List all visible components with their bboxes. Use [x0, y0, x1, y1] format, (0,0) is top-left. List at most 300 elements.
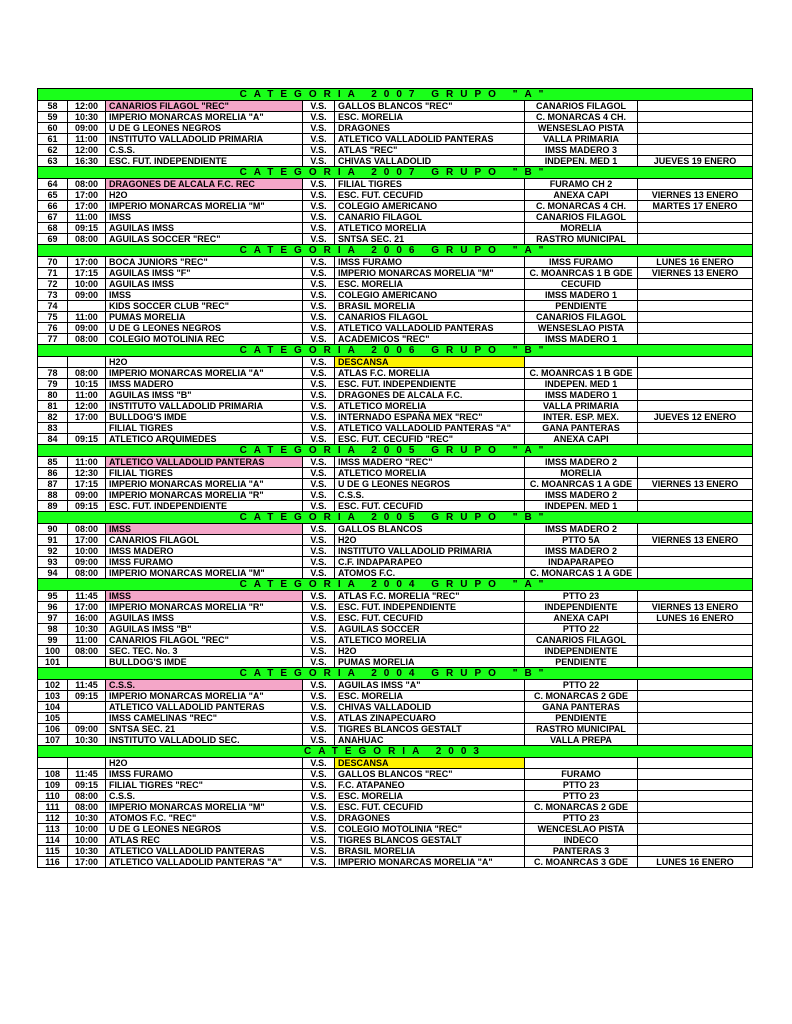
- venue: GANA PANTERAS: [525, 702, 638, 713]
- home-team: IMPERIO MONARCAS MORELIA "R": [106, 602, 303, 613]
- match-row: [38, 535, 753, 546]
- match-time: 10:00: [68, 546, 106, 557]
- away-team: DESCANSA: [335, 357, 525, 368]
- match-row: [38, 780, 753, 791]
- match-date: LUNES 16 ENERO: [638, 257, 753, 268]
- home-team: ATLETICO ARQUIMEDES: [106, 434, 303, 445]
- venue: IMSS MADERO 2: [525, 546, 638, 557]
- versus-label: V.S.: [303, 301, 335, 312]
- match-time: 09:15: [68, 223, 106, 234]
- match-time: 11:45: [68, 680, 106, 691]
- match-date: VIERNES 13 ENERO: [638, 479, 753, 490]
- match-number: 60: [38, 123, 68, 134]
- match-row: [38, 802, 753, 813]
- away-team: DESCANSA: [335, 758, 525, 769]
- match-row: [38, 758, 753, 769]
- home-team: IMPERIO MONARCAS MORELIA "A": [106, 368, 303, 379]
- match-number: 102: [38, 680, 68, 691]
- match-time: 17:00: [68, 257, 106, 268]
- versus-label: V.S.: [303, 680, 335, 691]
- match-row: [38, 824, 753, 835]
- match-number: 62: [38, 145, 68, 156]
- home-team: H2O: [106, 190, 303, 201]
- match-row: [38, 646, 753, 657]
- away-team: ESC. FUT. INDEPENDIENTE: [335, 602, 525, 613]
- venue: C. MOANRCAS 1 B GDE: [525, 368, 638, 379]
- match-row: [38, 390, 753, 401]
- versus-label: V.S.: [303, 379, 335, 390]
- match-time: 17:15: [68, 268, 106, 279]
- versus-label: V.S.: [303, 657, 335, 668]
- match-number: 89: [38, 501, 68, 512]
- away-team: IMSS MADERO "REC": [335, 457, 525, 468]
- match-number: 80: [38, 390, 68, 401]
- match-row: [38, 791, 753, 802]
- venue: PENDIENTE: [525, 301, 638, 312]
- match-row: [38, 524, 753, 535]
- match-date: [638, 735, 753, 746]
- category-title: CATEGORIA 2006 GRUPO "B": [38, 345, 753, 357]
- venue: INDEPEN. MED 1: [525, 379, 638, 390]
- venue: FURAMO: [525, 769, 638, 780]
- match-date: JUEVES 19 ENERO: [638, 156, 753, 167]
- match-row: [38, 312, 753, 323]
- venue: [525, 357, 638, 368]
- home-team: FILIAL TIGRES: [106, 468, 303, 479]
- away-team: ESC. MORELIA: [335, 112, 525, 123]
- home-team: IMPERIO MONARCAS MORELIA "M": [106, 802, 303, 813]
- match-time: 17:00: [68, 201, 106, 212]
- away-team: INSTITUTO VALLADOLID PRIMARIA: [335, 546, 525, 557]
- match-time: 09:15: [68, 780, 106, 791]
- venue: C. MONARCAS 2 GDE: [525, 691, 638, 702]
- match-number: 58: [38, 101, 68, 112]
- home-team: SEC. TEC. No. 3: [106, 646, 303, 657]
- away-team: C.S.S.: [335, 490, 525, 501]
- away-team: INTERNADO ESPAÑA MEX "REC": [335, 412, 525, 423]
- versus-label: V.S.: [303, 791, 335, 802]
- away-team: GALLOS BLANCOS: [335, 524, 525, 535]
- match-date: [638, 680, 753, 691]
- away-team: ATLETICO VALLADOLID PANTERAS "A": [335, 423, 525, 434]
- match-row: [38, 724, 753, 735]
- away-team: TIGRES BLANCOS GESTALT: [335, 724, 525, 735]
- home-team: AGUILAS IMSS: [106, 613, 303, 624]
- versus-label: V.S.: [303, 212, 335, 223]
- match-date: [638, 323, 753, 334]
- match-date: [638, 334, 753, 345]
- away-team: CANARIO FILAGOL: [335, 212, 525, 223]
- home-team: IMPERIO MONARCAS MORELIA "A": [106, 691, 303, 702]
- home-team: DRAGONES DE ALCALA F.C. REC: [106, 179, 303, 190]
- venue: CANARIOS FILAGOL: [525, 101, 638, 112]
- away-team: AGUILAS IMSS "A": [335, 680, 525, 691]
- versus-label: V.S.: [303, 546, 335, 557]
- match-date: VIERNES 13 ENERO: [638, 535, 753, 546]
- home-team: IMSS MADERO: [106, 546, 303, 557]
- home-team: ATLETICO VALLADOLID PANTERAS: [106, 457, 303, 468]
- category-title: CATEGORIA 2005 GRUPO "B": [38, 512, 753, 524]
- versus-label: V.S.: [303, 635, 335, 646]
- versus-label: V.S.: [303, 535, 335, 546]
- match-row: [38, 334, 753, 345]
- home-team: ATLAS REC: [106, 835, 303, 846]
- category-header: [38, 245, 753, 257]
- match-row: [38, 457, 753, 468]
- away-team: ATOMOS F.C.: [335, 568, 525, 579]
- away-team: ATLAS F.C. MORELIA: [335, 368, 525, 379]
- category-header: [38, 512, 753, 524]
- match-time: 08:00: [68, 791, 106, 802]
- away-team: ATLETICO VALLADOLID PANTERAS: [335, 323, 525, 334]
- venue: VALLA PRIMARIA: [525, 401, 638, 412]
- home-team: C.S.S.: [106, 791, 303, 802]
- match-number: 110: [38, 791, 68, 802]
- match-number: [38, 758, 68, 769]
- match-date: [638, 279, 753, 290]
- match-number: 103: [38, 691, 68, 702]
- versus-label: V.S.: [303, 145, 335, 156]
- home-team: INSTITUTO VALLADOLID PRIMARIA: [106, 401, 303, 412]
- home-team: BULLDOG'S IMDE: [106, 657, 303, 668]
- away-team: CANARIOS FILAGOL: [335, 312, 525, 323]
- match-number: [38, 357, 68, 368]
- match-number: 109: [38, 780, 68, 791]
- match-row: [38, 101, 753, 112]
- match-time: 17:00: [68, 412, 106, 423]
- versus-label: V.S.: [303, 524, 335, 535]
- away-team: ATLAS "REC": [335, 145, 525, 156]
- match-date: [638, 769, 753, 780]
- venue: PTTO 23: [525, 813, 638, 824]
- match-number: 111: [38, 802, 68, 813]
- away-team: ANAHUAC: [335, 735, 525, 746]
- match-date: [638, 591, 753, 602]
- venue: C. MOANRCAS 3 GDE: [525, 857, 638, 868]
- match-date: [638, 568, 753, 579]
- match-number: 87: [38, 479, 68, 490]
- match-time: 08:00: [68, 234, 106, 245]
- home-team: IMSS FURAMO: [106, 769, 303, 780]
- versus-label: V.S.: [303, 691, 335, 702]
- versus-label: V.S.: [303, 702, 335, 713]
- home-team: BOCA JUNIORS "REC": [106, 257, 303, 268]
- away-team: ESC. MORELIA: [335, 279, 525, 290]
- match-row: [38, 468, 753, 479]
- versus-label: V.S.: [303, 624, 335, 635]
- away-team: H2O: [335, 646, 525, 657]
- match-number: 63: [38, 156, 68, 167]
- match-row: [38, 190, 753, 201]
- home-team: AGUILAS IMSS: [106, 223, 303, 234]
- match-number: 101: [38, 657, 68, 668]
- match-number: 59: [38, 112, 68, 123]
- versus-label: V.S.: [303, 758, 335, 769]
- match-time: 11:00: [68, 457, 106, 468]
- venue: WENSESLAO PISTA: [525, 123, 638, 134]
- match-date: [638, 758, 753, 769]
- match-date: MARTES 17 ENERO: [638, 201, 753, 212]
- match-number: 83: [38, 423, 68, 434]
- versus-label: V.S.: [303, 591, 335, 602]
- away-team: ATLAS F.C. MORELIA "REC": [335, 591, 525, 602]
- away-team: GALLOS BLANCOS "REC": [335, 769, 525, 780]
- match-row: [38, 234, 753, 245]
- category-header: [38, 345, 753, 357]
- match-time: [68, 758, 106, 769]
- away-team: ESC. FUT. INDEPENDIENTE: [335, 379, 525, 390]
- match-time: 09:00: [68, 123, 106, 134]
- match-time: 08:00: [68, 179, 106, 190]
- home-team: H2O: [106, 357, 303, 368]
- match-time: 12:00: [68, 145, 106, 156]
- schedule-sheet: [37, 88, 752, 868]
- home-team: IMPERIO MONARCAS MORELIA "A": [106, 479, 303, 490]
- away-team: GALLOS BLANCOS "REC": [335, 101, 525, 112]
- home-team: IMPERIO MONARCAS MORELIA "M": [106, 568, 303, 579]
- away-team: ATLAS ZINAPECUARO: [335, 713, 525, 724]
- home-team: AGUILAS IMSS "F": [106, 268, 303, 279]
- match-time: 10:30: [68, 735, 106, 746]
- match-number: 68: [38, 223, 68, 234]
- match-row: [38, 323, 753, 334]
- match-time: 09:15: [68, 501, 106, 512]
- match-row: [38, 112, 753, 123]
- venue: INDEPEN. MED 1: [525, 501, 638, 512]
- match-time: 11:00: [68, 312, 106, 323]
- away-team: IMSS FURAMO: [335, 257, 525, 268]
- home-team: H2O: [106, 758, 303, 769]
- match-row: [38, 290, 753, 301]
- away-team: CHIVAS VALLADOLID: [335, 702, 525, 713]
- match-time: 11:45: [68, 769, 106, 780]
- versus-label: V.S.: [303, 401, 335, 412]
- match-date: [638, 112, 753, 123]
- venue: CANARIOS FILAGOL: [525, 312, 638, 323]
- match-date: [638, 501, 753, 512]
- match-date: VIERNES 13 ENERO: [638, 602, 753, 613]
- match-number: 105: [38, 713, 68, 724]
- match-row: [38, 691, 753, 702]
- match-number: 104: [38, 702, 68, 713]
- match-date: [638, 624, 753, 635]
- match-time: 16:30: [68, 156, 106, 167]
- match-number: 98: [38, 624, 68, 635]
- match-number: 71: [38, 268, 68, 279]
- match-row: [38, 702, 753, 713]
- match-date: [638, 379, 753, 390]
- match-date: [638, 646, 753, 657]
- match-number: 69: [38, 234, 68, 245]
- away-team: ACADEMICOS "REC": [335, 334, 525, 345]
- match-row: [38, 279, 753, 290]
- match-date: [638, 145, 753, 156]
- match-time: [68, 301, 106, 312]
- home-team: IMPERIO MONARCAS MORELIA "A": [106, 112, 303, 123]
- match-date: [638, 846, 753, 857]
- match-date: [638, 468, 753, 479]
- match-date: VIERNES 13 ENERO: [638, 268, 753, 279]
- away-team: ESC. MORELIA: [335, 691, 525, 702]
- category-title: CATEGORIA 2006 GRUPO "A": [38, 245, 753, 257]
- match-date: [638, 312, 753, 323]
- match-date: [638, 179, 753, 190]
- match-date: [638, 290, 753, 301]
- away-team: SNTSA SEC. 21: [335, 234, 525, 245]
- away-team: CHIVAS VALLADOLID: [335, 156, 525, 167]
- match-date: [638, 101, 753, 112]
- match-date: [638, 301, 753, 312]
- versus-label: V.S.: [303, 490, 335, 501]
- versus-label: V.S.: [303, 290, 335, 301]
- home-team: AGUILAS SOCCER "REC": [106, 234, 303, 245]
- schedule-table: [37, 88, 753, 868]
- category-title: CATEGORIA 2005 GRUPO "A": [38, 445, 753, 457]
- match-date: [638, 457, 753, 468]
- match-number: 70: [38, 257, 68, 268]
- category-header: [38, 746, 753, 758]
- home-team: AGUILAS IMSS "B": [106, 624, 303, 635]
- match-row: [38, 501, 753, 512]
- match-number: 106: [38, 724, 68, 735]
- match-date: [638, 557, 753, 568]
- away-team: ESC. MORELIA: [335, 791, 525, 802]
- match-row: [38, 635, 753, 646]
- home-team: CANARIOS FILAGOL "REC": [106, 101, 303, 112]
- match-number: 65: [38, 190, 68, 201]
- away-team: PUMAS MORELIA: [335, 657, 525, 668]
- match-time: 12:00: [68, 101, 106, 112]
- match-time: 08:00: [68, 568, 106, 579]
- match-date: [638, 401, 753, 412]
- match-time: [68, 702, 106, 713]
- match-date: VIERNES 13 ENERO: [638, 190, 753, 201]
- versus-label: V.S.: [303, 134, 335, 145]
- match-date: [638, 357, 753, 368]
- match-number: 67: [38, 212, 68, 223]
- home-team: U DE G LEONES NEGROS: [106, 824, 303, 835]
- venue: IMSS MADERO 1: [525, 290, 638, 301]
- away-team: IMPERIO MONARCAS MORELIA "M": [335, 268, 525, 279]
- match-time: 16:00: [68, 613, 106, 624]
- home-team: INSTITUTO VALLADOLID SEC.: [106, 735, 303, 746]
- match-number: 86: [38, 468, 68, 479]
- home-team: IMSS MADERO: [106, 379, 303, 390]
- venue: INDEPENDIENTE: [525, 602, 638, 613]
- match-number: 73: [38, 290, 68, 301]
- versus-label: V.S.: [303, 457, 335, 468]
- versus-label: V.S.: [303, 112, 335, 123]
- match-number: 82: [38, 412, 68, 423]
- match-time: 08:00: [68, 802, 106, 813]
- category-title: CATEGORIA 2007 GRUPO "A": [38, 89, 753, 101]
- match-date: [638, 490, 753, 501]
- match-number: 94: [38, 568, 68, 579]
- venue: INDEPEN. MED 1: [525, 156, 638, 167]
- away-team: BRASIL MORELIA: [335, 301, 525, 312]
- venue: PTTO 23: [525, 780, 638, 791]
- venue: ANEXA CAPI: [525, 434, 638, 445]
- match-date: [638, 423, 753, 434]
- match-row: [38, 223, 753, 234]
- venue: INTER. ESP. MEX.: [525, 412, 638, 423]
- venue: CANARIOS FILAGOL: [525, 212, 638, 223]
- match-time: 09:15: [68, 691, 106, 702]
- match-time: 08:00: [68, 368, 106, 379]
- versus-label: V.S.: [303, 613, 335, 624]
- away-team: COLEGIO AMERICANO: [335, 201, 525, 212]
- match-date: [638, 212, 753, 223]
- home-team: ATLETICO VALLADOLID PANTERAS: [106, 702, 303, 713]
- home-team: IMPERIO MONARCAS MORELIA "M": [106, 201, 303, 212]
- venue: RASTRO MUNICIPAL: [525, 724, 638, 735]
- match-number: 64: [38, 179, 68, 190]
- versus-label: V.S.: [303, 223, 335, 234]
- venue: INDAPARAPEO: [525, 557, 638, 568]
- match-time: 09:00: [68, 323, 106, 334]
- away-team: AGUILAS SOCCER: [335, 624, 525, 635]
- match-date: [638, 234, 753, 245]
- versus-label: V.S.: [303, 602, 335, 613]
- match-time: 12:30: [68, 468, 106, 479]
- match-number: 96: [38, 602, 68, 613]
- match-date: [638, 713, 753, 724]
- match-number: 66: [38, 201, 68, 212]
- match-number: 75: [38, 312, 68, 323]
- match-row: [38, 479, 753, 490]
- match-time: 10:30: [68, 624, 106, 635]
- away-team: DRAGONES: [335, 813, 525, 824]
- match-row: [38, 846, 753, 857]
- match-time: [68, 657, 106, 668]
- home-team: ESC. FUT. INDEPENDIENTE: [106, 501, 303, 512]
- venue: INDECO: [525, 835, 638, 846]
- away-team: F.C. ATAPANEO: [335, 780, 525, 791]
- away-team: ESC. FUT. CECUFID: [335, 802, 525, 813]
- venue: PENDIENTE: [525, 713, 638, 724]
- match-number: 84: [38, 434, 68, 445]
- match-row: [38, 557, 753, 568]
- match-date: [638, 824, 753, 835]
- versus-label: V.S.: [303, 279, 335, 290]
- venue: IMSS MADERO 1: [525, 334, 638, 345]
- match-number: 108: [38, 769, 68, 780]
- match-time: 10:00: [68, 824, 106, 835]
- venue: WENCESLAO PISTA: [525, 824, 638, 835]
- venue: MORELIA: [525, 223, 638, 234]
- venue: VALLA PRIMARIA: [525, 134, 638, 145]
- away-team: FILIAL TIGRES: [335, 179, 525, 190]
- versus-label: V.S.: [303, 780, 335, 791]
- match-time: 17:00: [68, 190, 106, 201]
- match-row: [38, 546, 753, 557]
- home-team: C.S.S.: [106, 680, 303, 691]
- match-number: 112: [38, 813, 68, 824]
- match-date: [638, 791, 753, 802]
- versus-label: V.S.: [303, 312, 335, 323]
- away-team: ATLETICO VALLADOLID PANTERAS: [335, 134, 525, 145]
- venue: IMSS MADERO 3: [525, 145, 638, 156]
- match-number: 90: [38, 524, 68, 535]
- venue: IMSS MADERO 2: [525, 524, 638, 535]
- match-number: 116: [38, 857, 68, 868]
- match-date: LUNES 16 ENERO: [638, 613, 753, 624]
- home-team: IMSS CAMELINAS "REC": [106, 713, 303, 724]
- away-team: ESC. FUT. CECUFID: [335, 501, 525, 512]
- match-time: 17:15: [68, 479, 106, 490]
- match-row: [38, 490, 753, 501]
- versus-label: V.S.: [303, 857, 335, 868]
